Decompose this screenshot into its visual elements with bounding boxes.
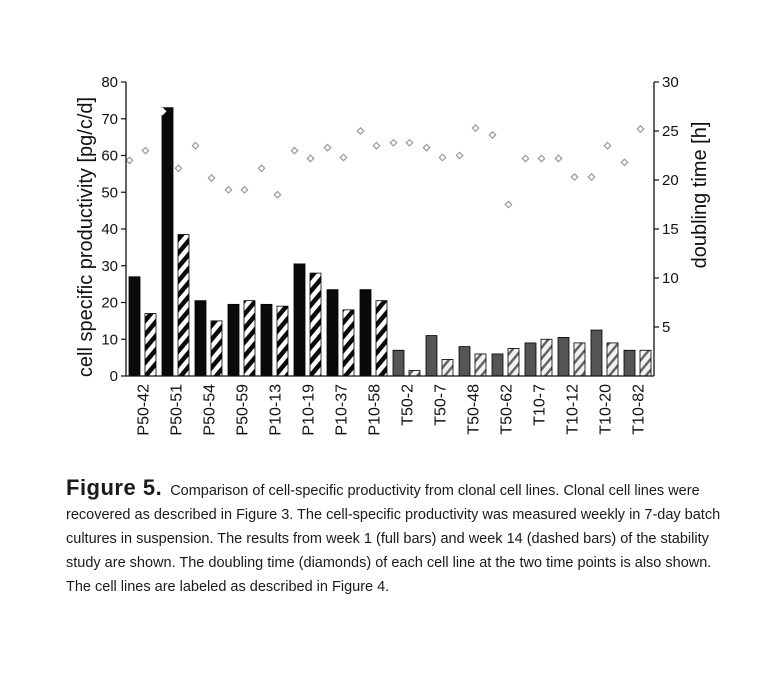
x-tick-label-T10-82: T10-82 <box>630 384 648 435</box>
doubling-marker-week1-T10-12 <box>555 155 561 161</box>
y-tick-label-0: 0 <box>109 368 118 385</box>
bar-week1-P10-19 <box>294 264 305 376</box>
bar-week14-T10-20 <box>607 343 618 376</box>
bar-week1-P10-37 <box>327 290 338 376</box>
x-tick-label-P50-42: P50-42 <box>135 384 153 436</box>
doubling-marker-week1-P50-54 <box>192 143 198 149</box>
bar-week14-P50-59 <box>244 301 255 376</box>
y2-tick-label-20: 20 <box>662 172 679 189</box>
doubling-marker-week14-T10-12 <box>571 174 577 180</box>
doubling-marker-week14-P10-19 <box>307 155 313 161</box>
doubling-marker-week1-P50-42 <box>126 157 132 163</box>
bar-week14-P10-37 <box>343 310 354 376</box>
doubling-marker-week14-P10-58 <box>373 143 379 149</box>
doubling-marker-week14-P50-59 <box>241 187 247 193</box>
bar-week1-T10-12 <box>558 337 569 376</box>
x-tick-label-P50-54: P50-54 <box>201 384 219 436</box>
doubling-marker-week1-T50-2 <box>390 140 396 146</box>
x-tick-label-T50-62: T50-62 <box>498 384 516 435</box>
bar-week1-P10-13 <box>261 304 272 376</box>
bar-week14-T50-7 <box>442 359 453 376</box>
doubling-marker-week14-T10-7 <box>538 155 544 161</box>
bar-week1-T50-7 <box>426 336 437 376</box>
bar-week14-P10-58 <box>376 301 387 376</box>
y-tick-label-50: 50 <box>101 184 118 202</box>
caption-text: Comparison of cell-specific productivity from clonal cell lines. Clonal cell lines were recovered as described in Figure 3. The cell-specific productivity was measured weekly in 7-day batch cultures in suspension. The results from week 1 (full bars) and week 14 (dashed bars) of the stability study are shown. The doubling time (diamonds) of each cell line at the two time points is also shown. The cell lines are labeled as described in Figure 4. <box>66 483 721 595</box>
y2-tick-label-5: 5 <box>662 319 671 336</box>
doubling-marker-week14-T50-48 <box>472 125 478 131</box>
doubling-marker-week14-P50-54 <box>208 175 214 181</box>
doubling-marker-week14-P50-51 <box>175 165 181 171</box>
x-tick-label-T50-2: T50-2 <box>399 384 417 426</box>
bar-week14-P50-54 <box>211 321 222 376</box>
doubling-marker-week14-P10-37 <box>340 154 346 160</box>
y-tick-label-80: 80 <box>101 74 118 91</box>
y-axis-title: cell specific productivity [pg/c/d] <box>75 96 97 378</box>
bar-week1-T10-7 <box>525 343 536 376</box>
bar-week1-P50-59 <box>228 304 239 376</box>
y2-tick-label-30: 30 <box>662 74 679 91</box>
x-tick-label-T50-7: T50-7 <box>432 384 450 426</box>
doubling-marker-week1-T50-7 <box>423 144 429 150</box>
figure-caption <box>66 476 726 599</box>
y2-tick-label-25: 25 <box>662 123 679 140</box>
doubling-marker-week14-P10-13 <box>274 192 280 198</box>
doubling-marker-week14-P50-42 <box>142 147 148 153</box>
bar-week14-T50-62 <box>508 348 519 376</box>
bar-week14-P50-51 <box>178 235 189 376</box>
doubling-marker-week1-P10-58 <box>357 128 363 134</box>
doubling-marker-week1-T10-20 <box>588 174 594 180</box>
y-tick-label-20: 20 <box>101 294 118 312</box>
doubling-marker-week14-T50-2 <box>406 140 412 146</box>
y2-axis-title: doubling time [h] <box>689 121 711 269</box>
y-tick-label-60: 60 <box>101 147 118 165</box>
doubling-marker-week1-P10-19 <box>291 147 297 153</box>
bar-week1-T50-48 <box>459 347 470 376</box>
x-tick-label-T10-7: T10-7 <box>531 384 549 426</box>
doubling-marker-week14-T10-20 <box>604 143 610 149</box>
bar-week1-P50-42 <box>129 277 140 376</box>
bar-week1-P50-54 <box>195 301 206 376</box>
bars-group <box>129 108 651 376</box>
bar-week14-T10-7 <box>541 339 552 376</box>
x-tick-label-T50-48: T50-48 <box>465 384 483 435</box>
x-tick-label-T10-20: T10-20 <box>597 384 615 435</box>
bar-week1-T10-82 <box>624 350 635 376</box>
doubling-marker-week14-T50-7 <box>439 154 445 160</box>
bar-week1-T50-62 <box>492 354 503 376</box>
bar-week14-P10-13 <box>277 306 288 376</box>
x-tick-label-P50-59: P50-59 <box>234 384 252 436</box>
y-tick-label-10: 10 <box>101 331 118 349</box>
caption-label: Figure 5. <box>66 475 163 500</box>
y2-tick-label-10: 10 <box>662 270 679 287</box>
bar-week1-P50-51 <box>162 108 173 376</box>
bar-week1-P10-58 <box>360 290 371 376</box>
bar-week14-P10-19 <box>310 273 321 376</box>
doubling-marker-week1-P50-59 <box>225 187 231 193</box>
y-tick-label-30: 30 <box>101 257 118 275</box>
bar-week14-T50-2 <box>409 370 420 376</box>
doubling-marker-week1-P10-13 <box>258 165 264 171</box>
bar-week14-P50-42 <box>145 314 156 376</box>
x-tick-label-P10-19: P10-19 <box>300 384 318 436</box>
x-tick-label-P10-37: P10-37 <box>333 384 351 436</box>
doubling-marker-week14-T10-82 <box>637 126 643 132</box>
bar-week14-T10-12 <box>574 343 585 376</box>
bar-week1-T10-20 <box>591 330 602 376</box>
bar-week14-T10-82 <box>640 350 651 376</box>
x-tick-label-T10-12: T10-12 <box>564 384 582 435</box>
doubling-marker-week1-T10-82 <box>621 159 627 165</box>
y2-tick-label-15: 15 <box>662 221 679 238</box>
x-tick-label-P50-51: P50-51 <box>168 384 186 436</box>
markers-group <box>126 108 643 208</box>
doubling-marker-week1-T10-7 <box>522 155 528 161</box>
doubling-marker-week1-T50-48 <box>456 152 462 158</box>
doubling-marker-week1-T50-62 <box>489 132 495 138</box>
y-tick-label-70: 70 <box>101 110 118 128</box>
x-tick-label-P10-13: P10-13 <box>267 384 285 436</box>
x-tick-label-P10-58: P10-58 <box>366 384 384 436</box>
doubling-marker-week1-P10-37 <box>324 144 330 150</box>
bar-week1-T50-2 <box>393 350 404 376</box>
bar-week14-T50-48 <box>475 354 486 376</box>
y-tick-label-40: 40 <box>101 221 118 238</box>
doubling-marker-week14-T50-62 <box>505 201 511 207</box>
